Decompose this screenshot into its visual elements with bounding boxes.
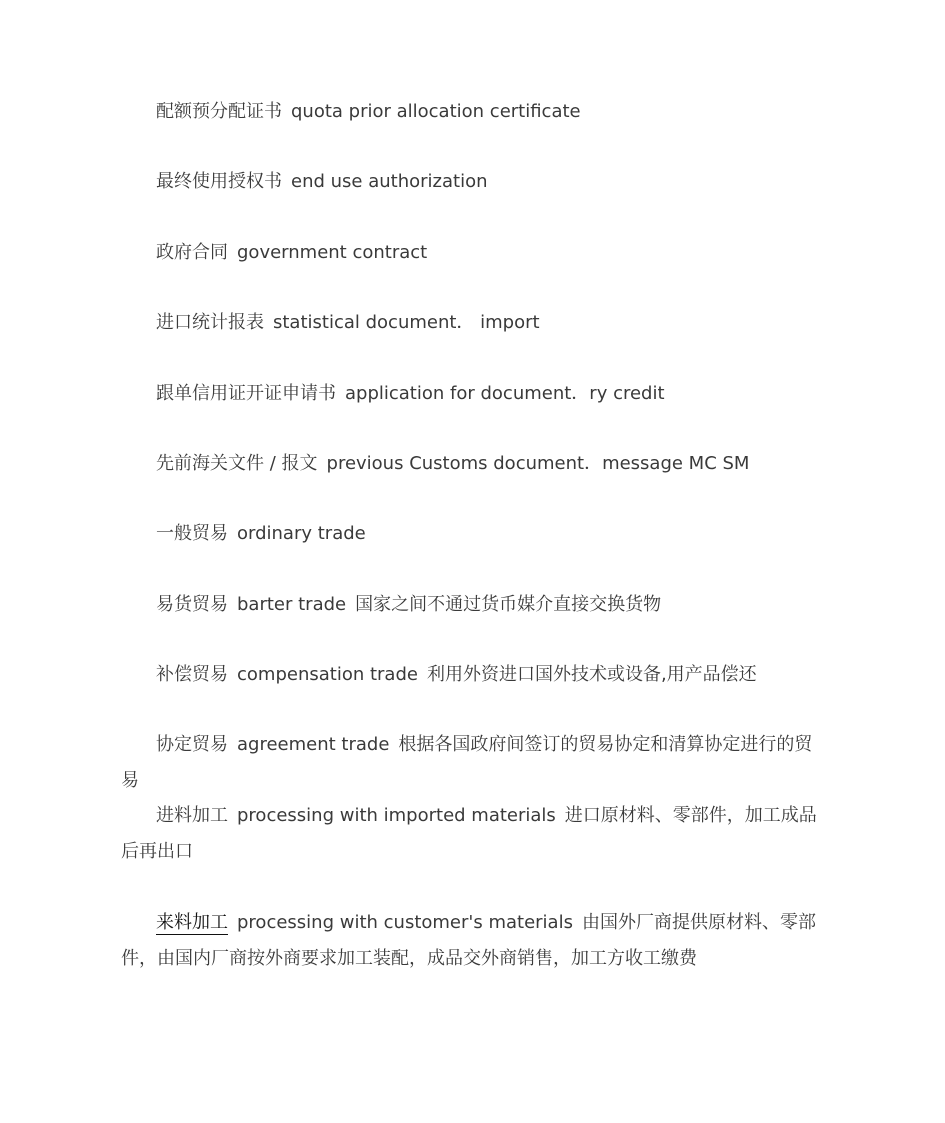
term-english: barter trade bbox=[237, 594, 347, 615]
term-chinese: 配额预分配证书 bbox=[156, 101, 282, 122]
term-chinese: 最终使用授权书 bbox=[156, 171, 282, 192]
glossary-entry bbox=[121, 94, 826, 130]
term-chinese-link[interactable]: 来料加工 bbox=[156, 912, 228, 933]
term-english: quota prior allocation certificate bbox=[291, 101, 581, 122]
term-note: 国家之间不通过货币媒介直接交换货物 bbox=[355, 594, 662, 615]
term-chinese: 跟单信用证开证申请书 bbox=[156, 383, 336, 404]
glossary-entry bbox=[121, 798, 826, 870]
term-english: ordinary trade bbox=[237, 523, 366, 544]
term-english: processing with imported materials bbox=[237, 805, 556, 826]
term-chinese: 一般贸易 bbox=[156, 523, 228, 544]
term-english: government contract bbox=[237, 242, 428, 263]
term-english: compensation trade bbox=[237, 664, 418, 685]
glossary-entry bbox=[121, 446, 826, 482]
term-chinese: 政府合同 bbox=[156, 242, 228, 263]
term-english: application for document．ry credit bbox=[345, 383, 665, 404]
glossary-entry bbox=[121, 305, 826, 341]
glossary-entry bbox=[121, 376, 826, 412]
term-chinese: 进料加工 bbox=[156, 805, 228, 826]
glossary-entry bbox=[121, 516, 826, 552]
term-english: agreement trade bbox=[237, 734, 390, 755]
glossary-entry bbox=[121, 235, 826, 271]
term-note: 由国外厂商提供原材料、零部件，由国内厂商按外商要求加工装配，成品交外商销售，加工方收工缴费 bbox=[121, 912, 816, 969]
glossary-entry bbox=[121, 657, 826, 693]
term-note: 利用外资进口国外技术或设备,用产品偿还 bbox=[426, 664, 757, 685]
term-english: previous Customs document．message MC SM bbox=[326, 453, 750, 474]
term-chinese: 进口统计报表 bbox=[156, 312, 264, 333]
term-note: 根据各国政府间签订的贸易协定和清算协定进行的贸易 bbox=[121, 734, 813, 791]
term-english: statistical document． import bbox=[273, 312, 540, 333]
glossary-entry bbox=[121, 164, 826, 200]
term-chinese: 协定贸易 bbox=[156, 734, 228, 755]
glossary-entry bbox=[121, 727, 826, 799]
term-note: 进口原材料、零部件，加工成品后再出口 bbox=[121, 805, 817, 862]
glossary-entry bbox=[121, 587, 826, 623]
term-english: end use authorization bbox=[291, 171, 488, 192]
term-english: processing with customer's materials bbox=[237, 912, 573, 933]
term-chinese: 先前海关文件 / 报文 bbox=[156, 453, 318, 474]
term-chinese: 易货贸易 bbox=[156, 594, 228, 615]
glossary-entry bbox=[121, 905, 826, 977]
term-chinese: 补偿贸易 bbox=[156, 664, 228, 685]
